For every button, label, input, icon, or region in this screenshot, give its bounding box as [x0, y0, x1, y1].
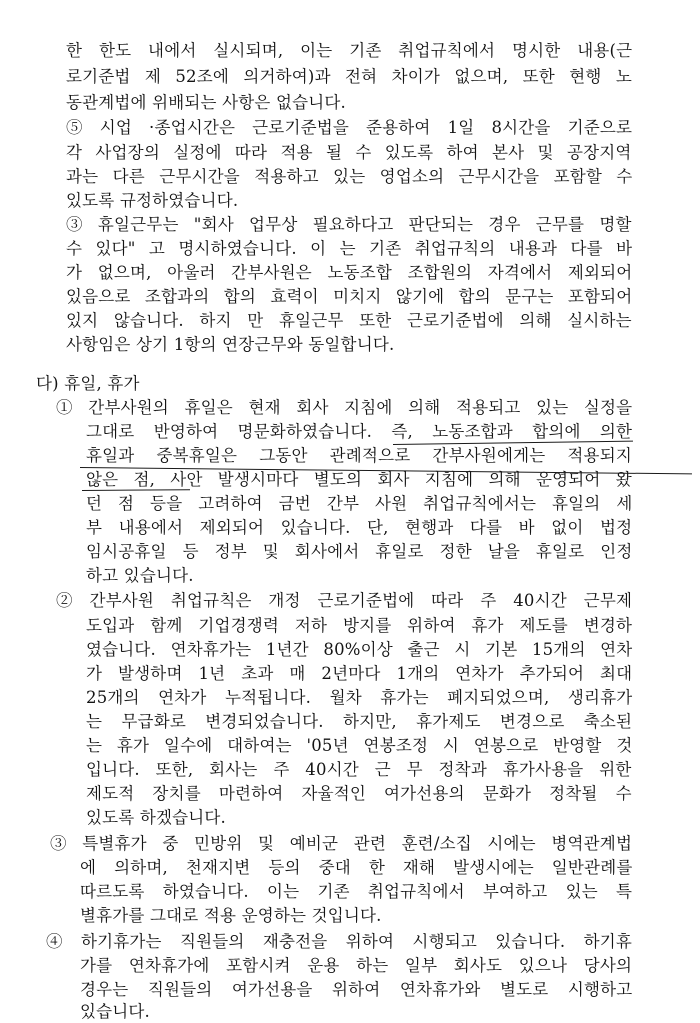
text-line: 각 사업장의 실정에 따라 적용 될 수 있도록 하여 본사 및 공장지역: [66, 143, 632, 162]
text-line: 따르도록 하였습니다. 이는 기존 취업규칙에서 부여하고 있는 특: [80, 882, 633, 901]
text-line: 가를 연차휴가에 포함시켜 운용 하는 일부 회사도 있으나 당사의: [80, 956, 633, 975]
text-line: 도입과 함께 기업경쟁력 저하 방지를 위하여 휴가 제도를 변경하: [86, 616, 633, 635]
text-line: 있지 않습니다. 하지 만 휴일근무 또한 근로기준법에 의해 실시하는: [66, 311, 632, 330]
text-line: 그대로 반영하여 명문화하였습니다. 즉, 노동조합과 합의에 의한: [86, 422, 633, 441]
text-line: 입니다. 또한, 회사는 주 40시간 근 무 정착과 휴가사용을 위한: [86, 760, 632, 779]
text-line: 있음으로 조합과의 합의 효력이 미치지 않기에 합의 문구는 포함되어: [66, 287, 633, 306]
text-line: ③ 특별휴가 중 민방위 및 예비군 관련 훈련/소집 시에는 병역관계법: [50, 834, 633, 853]
text-line: 제도적 장치를 마련하여 자율적인 여가선용의 문화가 정착될 수: [86, 784, 632, 803]
text-line: ⑤ 시업 ·종업시간은 근로기준법을 준용하여 1일 8시간을 기준으로: [66, 118, 633, 137]
text-line: ③ 휴일근무는 "회사 업무상 필요하다고 판단되는 경우 근무를 명할: [66, 215, 632, 234]
text-line: 부 내용에서 제외되어 있습니다. 단, 현행과 다를 바 없이 법정: [86, 518, 633, 537]
text-line: 동관계법에 위배되는 사항은 없습니다.: [66, 93, 347, 112]
text-line: 25개의 연차가 누적됩니다. 월차 휴가는 폐지되었으며, 생리휴가: [86, 688, 633, 707]
text-line: 에 의하며, 천재지변 등의 중대 한 재해 발생시에는 일반관례를: [80, 858, 633, 877]
text-line: 가 발생하며 1년 초과 매 2년마다 1개의 연차가 추가되어 최대: [86, 664, 633, 683]
text-line: 있도록 하겠습니다.: [86, 808, 227, 827]
text-line: 휴일과 중복휴일은 그동안 관례적으로 간부사원에게는 적용되지: [86, 446, 632, 465]
text-line: ④ 하기휴가는 직원들의 재충전을 위하여 시행되고 있습니다. 하기휴: [46, 932, 633, 951]
text-line: ① 간부사원의 휴일은 현재 회사 지침에 의해 적용되고 있는 실정을: [56, 398, 633, 417]
text-line: 는 무급화로 변경되었습니다. 하지만, 휴가제도 변경으로 축소된: [86, 712, 633, 731]
text-line: 였습니다. 연차휴가는 1년간 80%이상 출근 시 기본 15개의 연차: [86, 640, 633, 659]
text-line: 경우는 직원들의 여가선용을 위하여 연차휴가와 별도로 시행하고: [80, 980, 633, 999]
text-line: 하고 있습니다.: [86, 566, 194, 585]
section-heading: 다) 휴일, 휴가: [36, 374, 140, 393]
text-line: 던 점 등을 고려하여 금번 간부 사원 취업규칙에서는 휴일의 세: [86, 494, 633, 513]
text-line: ② 간부사원 취업규칙은 개정 근로기준법에 따라 주 40시간 근무제: [56, 591, 633, 610]
text-line: 한 한도 내에서 실시되며, 이는 기존 취업규칙에서 명시한 내용(근: [66, 41, 633, 60]
text-line: 로기준법 제 52조에 의거하여)과 전혀 차이가 없으며, 또한 현행 노: [66, 67, 632, 86]
text-line: 않은 점, 사안 발생시마다 별도의 회사 지침에 의해 운영되어 왔: [86, 470, 632, 489]
text-line: 과는 다른 근무시간을 적용하고 있는 영업소의 근무시간을 포함할 수: [66, 167, 633, 186]
text-line: 가 없으며, 아울러 간부사원은 노동조합 조합원의 자격에서 제외되어: [66, 263, 633, 282]
text-line: 임시공휴일 등 정부 및 회사에서 휴일로 정한 날을 휴일로 인정: [86, 542, 633, 561]
text-line: 별휴가를 그대로 적용 운영하는 것입니다.: [80, 906, 382, 925]
text-line: 는 휴가 일수에 대하여는 '05년 연봉조정 시 연봉으로 반영할 것: [86, 736, 633, 755]
text-line: 사항임은 상기 1항의 연장근무와 동일합니다.: [66, 335, 395, 354]
text-line: 있도록 규정하였습니다.: [66, 191, 239, 210]
text-line: 있습니다.: [80, 1002, 151, 1021]
text-line: 수 있다" 고 명시하였습니다. 이 는 기존 취업규칙의 내용과 다를 바: [66, 239, 633, 258]
